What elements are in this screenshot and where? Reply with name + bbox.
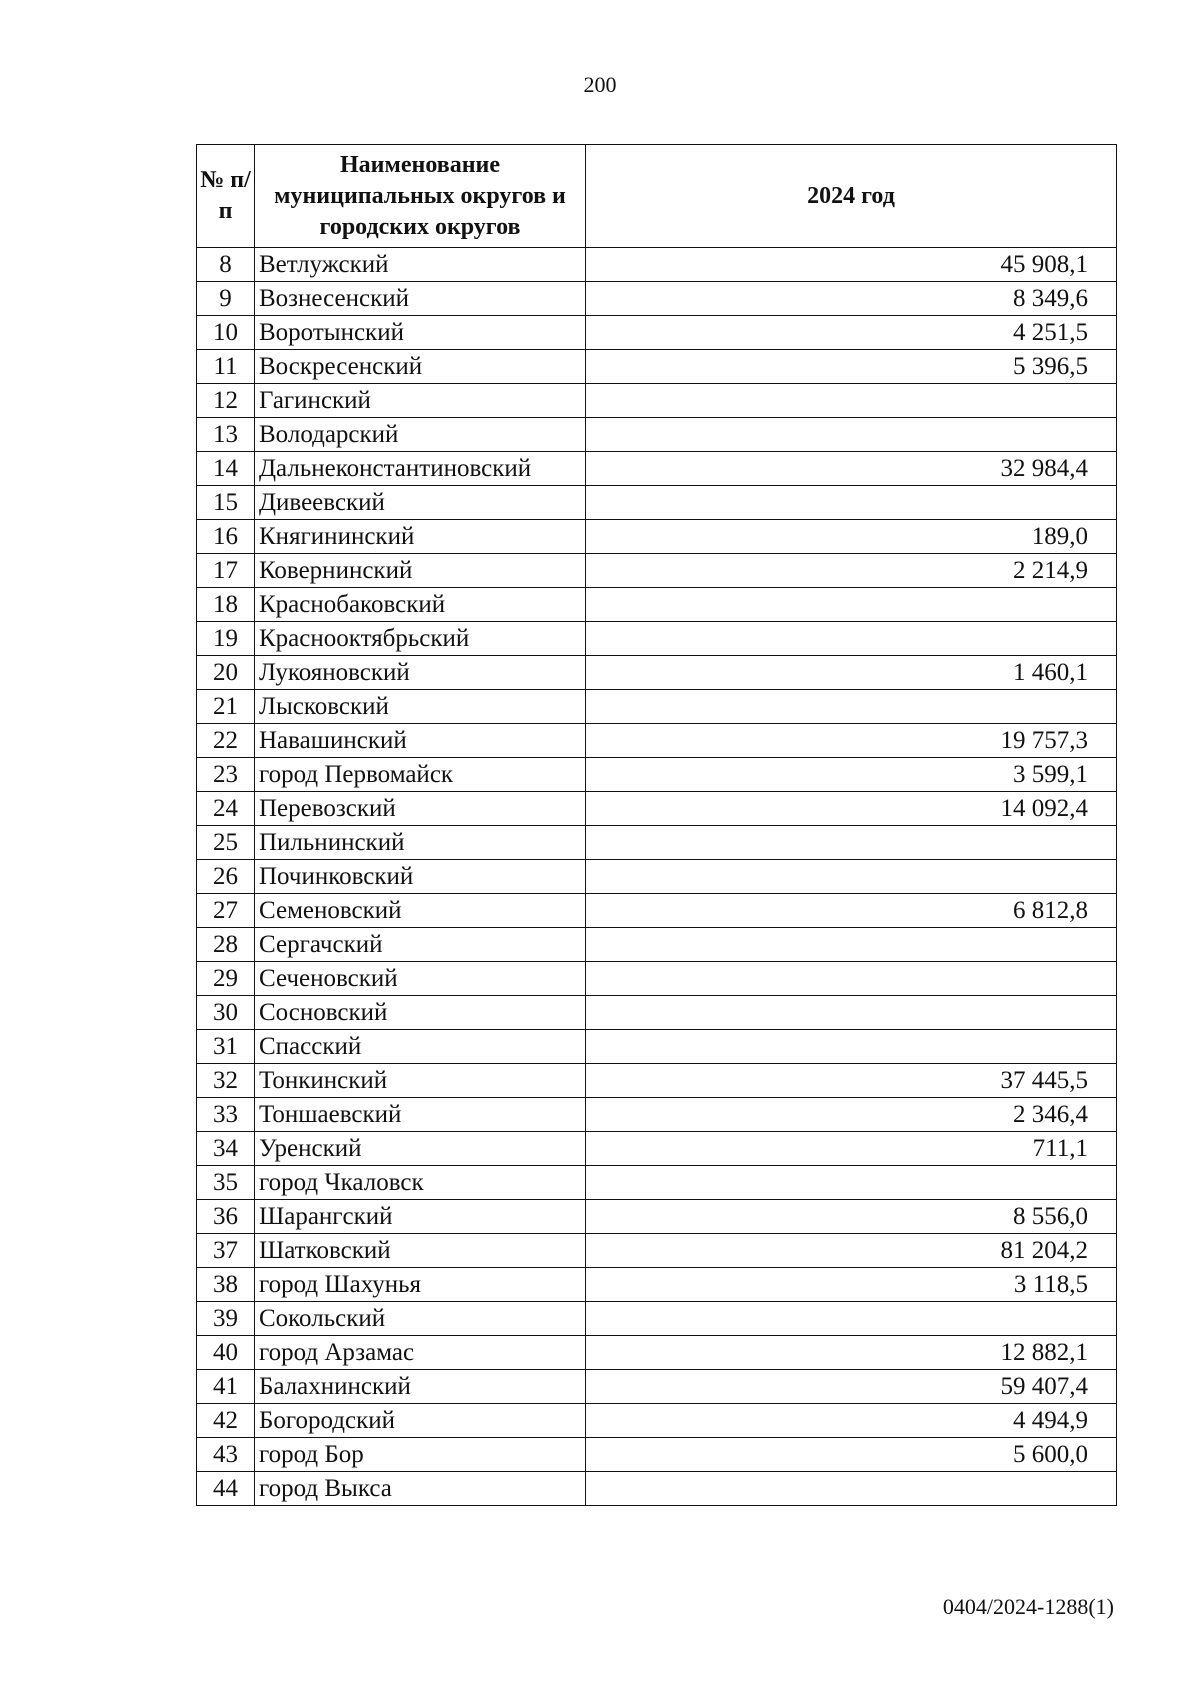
table-row: [197, 1268, 1117, 1302]
district-name-cell: Ковернинский: [255, 554, 586, 588]
district-name-cell: Шатковский: [255, 1234, 586, 1268]
value-2024-cell: 5 396,5: [586, 350, 1117, 384]
table-row: [197, 758, 1117, 792]
table-row: [197, 520, 1117, 554]
district-name-cell: Лукояновский: [255, 656, 586, 690]
district-name-cell: город Бор: [255, 1438, 586, 1472]
district-name-cell: Тоншаевский: [255, 1098, 586, 1132]
row-number-cell: 27: [197, 894, 255, 928]
table-row: [197, 588, 1117, 622]
district-name-cell: Дивеевский: [255, 486, 586, 520]
row-number-cell: 17: [197, 554, 255, 588]
district-name-cell: город Первомайск: [255, 758, 586, 792]
row-number-cell: 34: [197, 1132, 255, 1166]
row-number-cell: 19: [197, 622, 255, 656]
district-name-cell: Дальнеконстантиновский: [255, 452, 586, 486]
value-2024-cell: 3 118,5: [586, 1268, 1117, 1302]
data-table-container: [196, 144, 1117, 1506]
value-2024-cell: 81 204,2: [586, 1234, 1117, 1268]
value-2024-cell: 37 445,5: [586, 1064, 1117, 1098]
table-row: [197, 1302, 1117, 1336]
table-row: [197, 860, 1117, 894]
value-2024-cell: 6 812,8: [586, 894, 1117, 928]
table-row: [197, 418, 1117, 452]
district-name-cell: Пильнинский: [255, 826, 586, 860]
value-2024-cell: [586, 588, 1117, 622]
table-row: [197, 248, 1117, 282]
district-name-cell: Перевозский: [255, 792, 586, 826]
table-row: [197, 656, 1117, 690]
table-body: [197, 248, 1117, 1506]
header-district-name: Наименование муниципальных округов и городских округов: [255, 145, 586, 248]
row-number-cell: 14: [197, 452, 255, 486]
table-row: [197, 1404, 1117, 1438]
table-row: [197, 1438, 1117, 1472]
district-name-cell: Княгининский: [255, 520, 586, 554]
table-row: [197, 894, 1117, 928]
district-name-cell: Тонкинский: [255, 1064, 586, 1098]
value-2024-cell: 32 984,4: [586, 452, 1117, 486]
table-row: [197, 1370, 1117, 1404]
row-number-cell: 35: [197, 1166, 255, 1200]
value-2024-cell: 8 349,6: [586, 282, 1117, 316]
row-number-cell: 24: [197, 792, 255, 826]
district-name-cell: Богородский: [255, 1404, 586, 1438]
table-row: [197, 384, 1117, 418]
district-name-cell: Краснобаковский: [255, 588, 586, 622]
value-2024-cell: [586, 962, 1117, 996]
row-number-cell: 8: [197, 248, 255, 282]
row-number-cell: 40: [197, 1336, 255, 1370]
district-name-cell: Володарский: [255, 418, 586, 452]
header-number: № п/п: [197, 145, 255, 248]
table-row: [197, 962, 1117, 996]
table-row: [197, 1234, 1117, 1268]
row-number-cell: 43: [197, 1438, 255, 1472]
row-number-cell: 11: [197, 350, 255, 384]
row-number-cell: 25: [197, 826, 255, 860]
table-row: [197, 554, 1117, 588]
table-row: [197, 1336, 1117, 1370]
row-number-cell: 10: [197, 316, 255, 350]
table-row: [197, 792, 1117, 826]
table-row: [197, 1132, 1117, 1166]
district-name-cell: Сеченовский: [255, 962, 586, 996]
value-2024-cell: [586, 1166, 1117, 1200]
value-2024-cell: 3 599,1: [586, 758, 1117, 792]
value-2024-cell: [586, 690, 1117, 724]
row-number-cell: 32: [197, 1064, 255, 1098]
table-row: [197, 316, 1117, 350]
row-number-cell: 21: [197, 690, 255, 724]
table-row: [197, 1200, 1117, 1234]
value-2024-cell: 711,1: [586, 1132, 1117, 1166]
value-2024-cell: 4 494,9: [586, 1404, 1117, 1438]
district-name-cell: Сокольский: [255, 1302, 586, 1336]
row-number-cell: 33: [197, 1098, 255, 1132]
district-name-cell: город Шахунья: [255, 1268, 586, 1302]
value-2024-cell: 2 346,4: [586, 1098, 1117, 1132]
row-number-cell: 20: [197, 656, 255, 690]
municipal-districts-table: [196, 144, 1117, 1506]
row-number-cell: 42: [197, 1404, 255, 1438]
district-name-cell: Сергачский: [255, 928, 586, 962]
district-name-cell: город Выкса: [255, 1472, 586, 1506]
table-row: [197, 452, 1117, 486]
value-2024-cell: 4 251,5: [586, 316, 1117, 350]
value-2024-cell: [586, 996, 1117, 1030]
value-2024-cell: [586, 826, 1117, 860]
table-row: [197, 928, 1117, 962]
row-number-cell: 9: [197, 282, 255, 316]
value-2024-cell: [586, 928, 1117, 962]
value-2024-cell: [586, 418, 1117, 452]
district-name-cell: Семеновский: [255, 894, 586, 928]
row-number-cell: 28: [197, 928, 255, 962]
value-2024-cell: 12 882,1: [586, 1336, 1117, 1370]
district-name-cell: Балахнинский: [255, 1370, 586, 1404]
row-number-cell: 12: [197, 384, 255, 418]
table-row: [197, 724, 1117, 758]
table-row: [197, 826, 1117, 860]
page-number: 200: [583, 72, 617, 97]
district-name-cell: Краснооктябрьский: [255, 622, 586, 656]
district-name-cell: Сосновский: [255, 996, 586, 1030]
row-number-cell: 37: [197, 1234, 255, 1268]
value-2024-cell: [586, 384, 1117, 418]
value-2024-cell: [586, 622, 1117, 656]
district-name-cell: Уренский: [255, 1132, 586, 1166]
table-header-row: [197, 145, 1117, 248]
row-number-cell: 23: [197, 758, 255, 792]
value-2024-cell: [586, 1472, 1117, 1506]
district-name-cell: Воротынский: [255, 316, 586, 350]
value-2024-cell: 59 407,4: [586, 1370, 1117, 1404]
district-name-cell: Шарангский: [255, 1200, 586, 1234]
row-number-cell: 29: [197, 962, 255, 996]
value-2024-cell: 14 092,4: [586, 792, 1117, 826]
table-row: [197, 486, 1117, 520]
district-name-cell: Ветлужский: [255, 248, 586, 282]
value-2024-cell: [586, 860, 1117, 894]
row-number-cell: 36: [197, 1200, 255, 1234]
district-name-cell: Гагинский: [255, 384, 586, 418]
value-2024-cell: 1 460,1: [586, 656, 1117, 690]
row-number-cell: 26: [197, 860, 255, 894]
table-row: [197, 1030, 1117, 1064]
row-number-cell: 39: [197, 1302, 255, 1336]
row-number-cell: 31: [197, 1030, 255, 1064]
value-2024-cell: [586, 1030, 1117, 1064]
table-row: [197, 996, 1117, 1030]
table-row: [197, 622, 1117, 656]
row-number-cell: 41: [197, 1370, 255, 1404]
header-year-2024: 2024 год: [586, 145, 1117, 248]
document-code: 0404/2024-1288(1): [942, 1594, 1114, 1619]
value-2024-cell: 19 757,3: [586, 724, 1117, 758]
table-row: [197, 690, 1117, 724]
value-2024-cell: [586, 1302, 1117, 1336]
table-row: [197, 1098, 1117, 1132]
table-row: [197, 282, 1117, 316]
district-name-cell: Вознесенский: [255, 282, 586, 316]
district-name-cell: Спасский: [255, 1030, 586, 1064]
value-2024-cell: 5 600,0: [586, 1438, 1117, 1472]
value-2024-cell: 45 908,1: [586, 248, 1117, 282]
district-name-cell: Лысковский: [255, 690, 586, 724]
value-2024-cell: 189,0: [586, 520, 1117, 554]
district-name-cell: город Чкаловск: [255, 1166, 586, 1200]
row-number-cell: 13: [197, 418, 255, 452]
value-2024-cell: [586, 486, 1117, 520]
row-number-cell: 38: [197, 1268, 255, 1302]
district-name-cell: Починковский: [255, 860, 586, 894]
value-2024-cell: 8 556,0: [586, 1200, 1117, 1234]
row-number-cell: 44: [197, 1472, 255, 1506]
table-row: [197, 1166, 1117, 1200]
table-row: [197, 1472, 1117, 1506]
row-number-cell: 16: [197, 520, 255, 554]
table-row: [197, 1064, 1117, 1098]
row-number-cell: 30: [197, 996, 255, 1030]
district-name-cell: Навашинский: [255, 724, 586, 758]
district-name-cell: Воскресенский: [255, 350, 586, 384]
row-number-cell: 15: [197, 486, 255, 520]
value-2024-cell: 2 214,9: [586, 554, 1117, 588]
district-name-cell: город Арзамас: [255, 1336, 586, 1370]
row-number-cell: 22: [197, 724, 255, 758]
row-number-cell: 18: [197, 588, 255, 622]
table-row: [197, 350, 1117, 384]
